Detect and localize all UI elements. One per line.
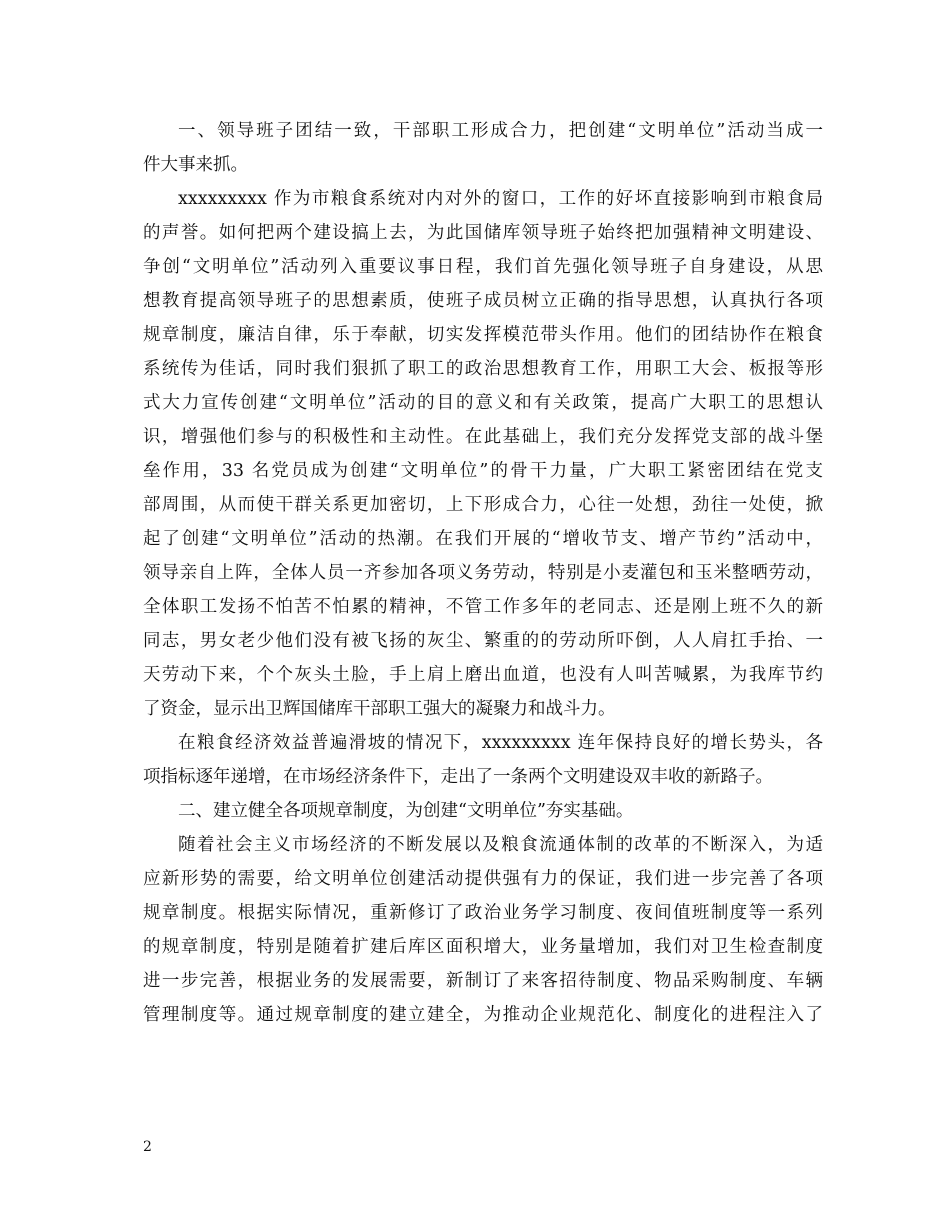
text-line: 天劳动下来，个个灰头土脸，手上肩上磨出血道，也没有人叫苦喊累，为我库节约 <box>143 665 823 685</box>
text-line: 规章制度，廉洁自律，乐于奉献，切实发挥模范带头作用。他们的团结协作在粮食 <box>143 325 823 345</box>
text-line: 系统传为佳话，同时我们狠抓了职工的政治思想教育工作，用职工大会、板报等形 <box>143 359 823 379</box>
text-line: 了资金，显示出卫辉国储库干部职工强大的凝聚力和战斗力。 <box>143 699 616 719</box>
text-line: 的规章制度，特别是随着扩建后库区面积增大，业务量增加，我们对卫生检查制度 <box>143 937 823 957</box>
text-line: 全体职工发扬不怕苦不怕累的精神，不管工作多年的老同志、还是刚上班不久的新 <box>143 597 823 617</box>
text-line: 件大事来抓。 <box>143 155 248 175</box>
text-line: 在粮食经济效益普遍滑坡的情况下，xxxxxxxxx 连年保持良好的增长势头，各 <box>178 733 823 753</box>
text-line: 进一步完善，根据业务的发展需要，新制订了来客招待制度、物品采购制度、车辆 <box>143 971 823 991</box>
text-line: 识，增强他们参与的积极性和主动性。在此基础上，我们充分发挥党支部的战斗堡 <box>143 427 823 447</box>
text-line: 垒作用，33 名党员成为创建“文明单位”的骨干力量，广大职工紧密团结在党支 <box>143 461 823 481</box>
text-line: xxxxxxxxx 作为市粮食系统对内对外的窗口，工作的好坏直接影响到市粮食局 <box>178 189 823 209</box>
body-text <box>143 114 823 1032</box>
text-line: 争创“文明单位”活动列入重要议事日程，我们首先强化领导班子自身建设，从思 <box>143 257 823 277</box>
text-line: 项指标逐年递增，在市场经济条件下，走出了一条两个文明建设双丰收的新路子。 <box>143 767 773 787</box>
text-line: 式大力宣传创建“文明单位”活动的目的意义和有关政策，提高广大职工的思想认 <box>143 393 823 413</box>
page-number: 2 <box>143 1139 152 1155</box>
text-line: 应新形势的需要，给文明单位创建活动提供强有力的保证，我们进一步完善了各项 <box>143 869 823 889</box>
text-line: 领导亲自上阵，全体人员一齐参加各项义务劳动，特别是小麦灌包和玉米整晒劳动， <box>143 563 823 583</box>
text-line: 部周围，从而使干群关系更加密切，上下形成合力，心往一处想，劲往一处使，掀 <box>143 495 823 515</box>
text-line: 的声誉。如何把两个建设搞上去，为此国储库领导班子始终把加强精神文明建设、 <box>143 223 823 243</box>
text-line: 起了创建“文明单位”活动的热潮。在我们开展的“增收节支、增产节约”活动中， <box>143 529 823 549</box>
text-line: 规章制度。根据实际情况，重新修订了政治业务学习制度、夜间值班制度等一系列 <box>143 903 823 923</box>
text-line: 想教育提高领导班子的思想素质，使班子成员树立正确的指导思想，认真执行各项 <box>143 291 823 311</box>
text-line: 同志，男女老少他们没有被飞扬的灰尘、繁重的的劳动所吓倒，人人肩扛手抬、一 <box>143 631 823 651</box>
text-line: 一、领导班子团结一致，干部职工形成合力，把创建“文明单位”活动当成一 <box>178 121 823 141</box>
text-line: 随着社会主义市场经济的不断发展以及粮食流通体制的改革的不断深入，为适 <box>178 835 823 855</box>
text-line: 管理制度等。通过规章制度的建立建全，为推动企业规范化、制度化的进程注入了 <box>143 1005 823 1025</box>
section-heading: 二、建立健全各项规章制度，为创建“文明单位”夯实基础。 <box>178 801 634 821</box>
